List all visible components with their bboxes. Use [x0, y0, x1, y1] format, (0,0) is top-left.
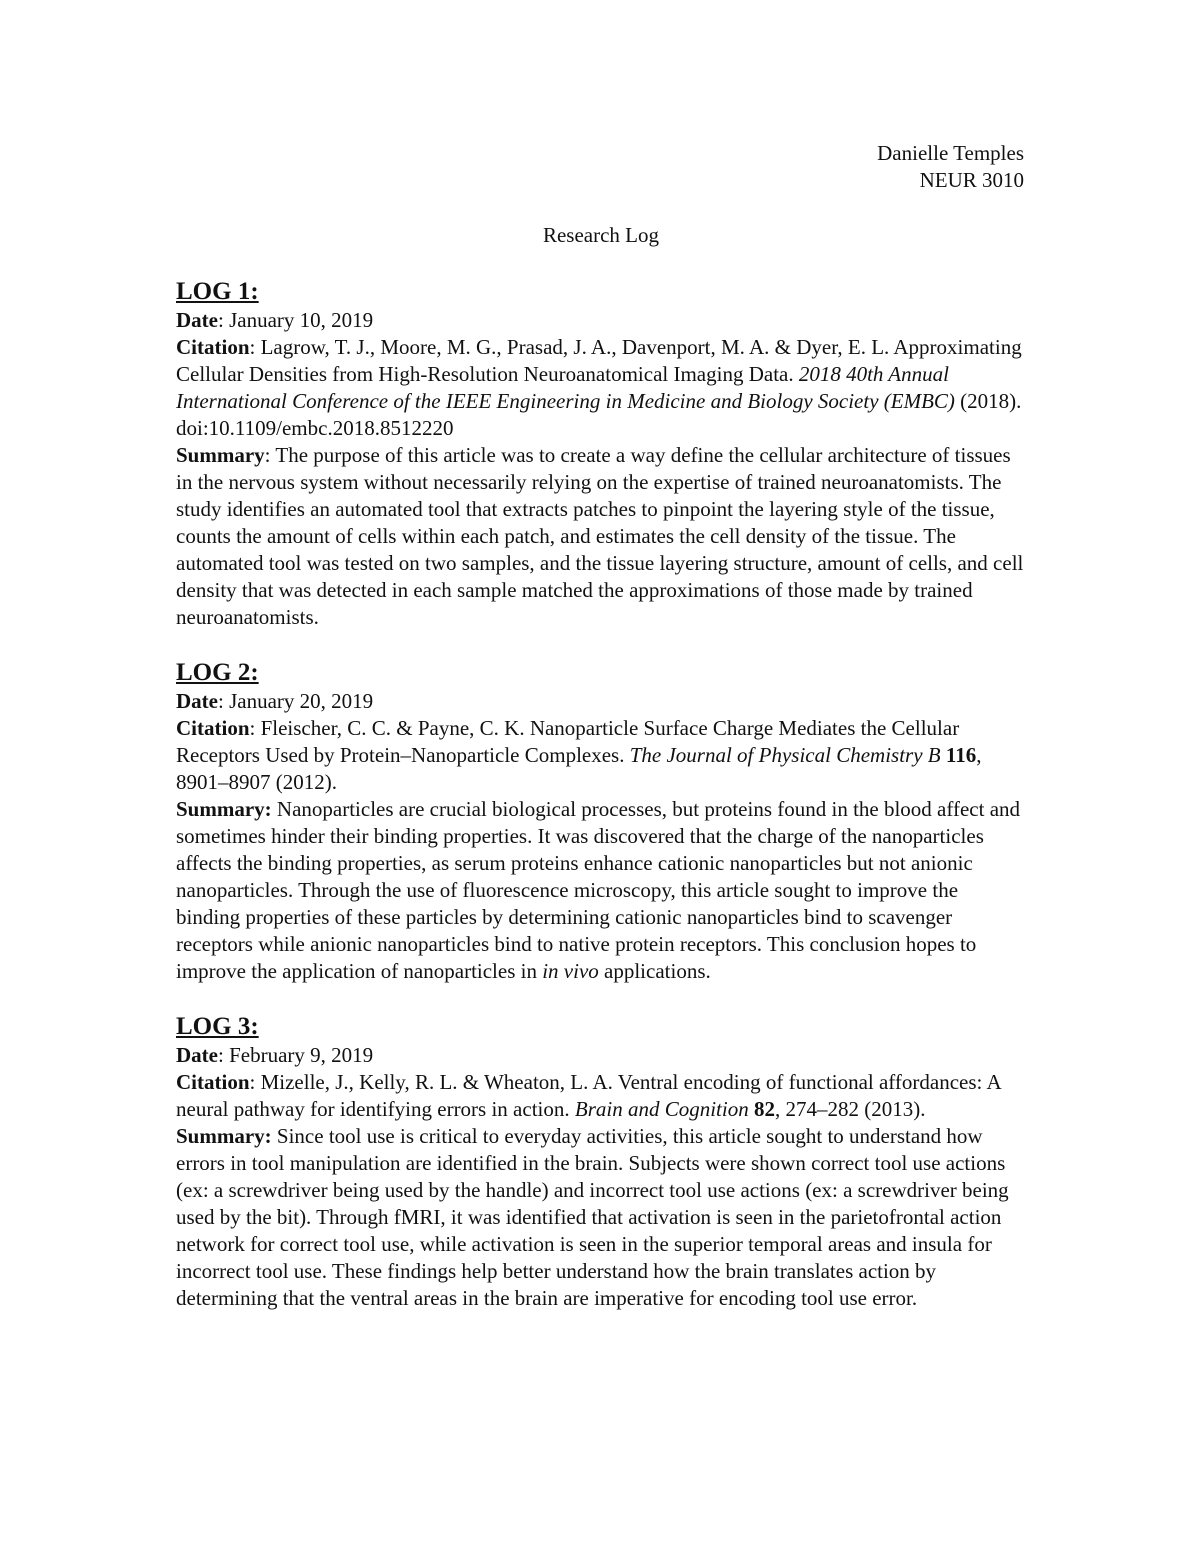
document-header [176, 140, 1024, 194]
citation-volume: 82 [753, 1097, 775, 1121]
citation-tail: , 274–282 (2013). [774, 1097, 926, 1121]
summary-text: Since tool use is critical to everyday activities, this article sought to understand how errors in tool manipulation are identified in the brain. Subjects were shown correct tool use actions (ex: a screwdriver being used by the handle) and incorrect tool use actions (ex: a screwdriver being used by the bit). Through fMRI, it was identified that activation is seen in the parietofrontal action network for correct tool use, while activation is seen in the superior temporal areas and insula for incorrect tool use. These findings help better understand how the brain translates action by determining that the ventral areas in the brain are imperative for encoding tool use error. [176, 1124, 1009, 1310]
citation-text: Lagrow, T. J., Moore, M. G., Prasad, J. A., Davenport, M. A. & Dyer, E. L. Approximating Cellular Densities from High-Resolution Neuroanatomical Imaging Data. [176, 335, 1022, 386]
summary-label-text: Summary [176, 797, 265, 821]
summary-text: The purpose of this article was to create a way define the cellular architecture of tissues in the nervous system without necessarily relying on the expertise of trained neuroanatomists. The study identifies an automated tool that extracts patches to pinpoint the layering style of the tissue, counts the amount of cells within each patch, and estimates the cell density of the tissue. The automated tool was tested on two samples, and the tissue layering structure, amount of cells, and cell density that was detected in each sample matched the approximations of those made by trained neuroanatomists. [176, 443, 1024, 629]
citation-journal: Brain and Cognition [574, 1097, 749, 1121]
date-label: Date [176, 1043, 218, 1067]
summary-italic: in vivo [542, 959, 599, 983]
citation-text: Fleischer, C. C. & Payne, C. K. Nanoparticle Surface Charge Mediates the Cellular Receptors Used by Protein–Nanoparticle Complexes. [176, 716, 960, 767]
summary-label-text: Summary [176, 1124, 265, 1148]
date-value: February 9, 2019 [229, 1043, 374, 1067]
date-label: Date [176, 308, 218, 332]
log-entry-2 [176, 658, 1026, 985]
document-title: Research Log [542, 223, 660, 247]
date-value: January 10, 2019 [229, 308, 374, 332]
log-citation: Citation: Lagrow, T. J., Moore, M. G., Prasad, J. A., Davenport, M. A. & Dyer, E. L. Approximating Cellular Densities from High-Resolution Neuroanatomical Imaging Data. 2018 40th Annual International Conference of the IEEE Engineering in Medicine and Biology Society (EMBC) (2018). doi:10.1109/embc.2018.8512220 [176, 335, 1022, 440]
summary-label: Summary [176, 443, 265, 467]
log-citation: Citation: Mizelle, J., Kelly, R. L. & Wheaton, L. A. Ventral encoding of functional affordances: A neural pathway for identifying errors in action. Brain and Cognition 82, 274–282 (2013). [176, 1070, 1001, 1121]
citation-tail: , 8901–8907 (2012). [176, 743, 982, 794]
log-summary [176, 796, 1026, 985]
citation-label: Citation [176, 1070, 250, 1094]
citation-label: Citation [176, 716, 250, 740]
summary-label: Summary: [176, 797, 272, 821]
log-heading: LOG 1: [176, 278, 259, 305]
date-value: January 20, 2019 [229, 689, 374, 713]
log-heading: LOG 3: [176, 1013, 259, 1040]
course-code: NEUR 3010 [919, 168, 1024, 192]
summary-text: Nanoparticles are crucial biological processes, but proteins found in the blood affect and sometimes hinder their binding properties. It was discovered that the charge of the nanoparticles affects the binding properties, as serum proteins enhance cationic nanoparticles but not anionic nanoparticles. Through the use of fluorescence microscopy, this article sought to improve the binding properties of these particles by determining cationic nanoparticles bind to scavenger receptors while anionic nanoparticles bind to native protein receptors. This conclusion hopes to improve the application of nanoparticles in [176, 797, 1021, 983]
log-entry-3 [176, 1012, 1026, 1312]
author-name: Danielle Temples [877, 141, 1024, 165]
log-citation: Citation: Fleischer, C. C. & Payne, C. K. Nanoparticle Surface Charge Mediates the Cellular Receptors Used by Protein–Nanoparticle Complexes. The Journal of Physical Chemistry B 116, 8901–8907 (2012). [176, 716, 982, 794]
citation-journal: The Journal of Physical Chemistry B [629, 743, 941, 767]
document-page [176, 140, 1026, 1312]
date-label: Date [176, 689, 218, 713]
log-summary: Summary: The purpose of this article was to create a way define the cellular architecture of tissues in the nervous system without necessarily relying on the expertise of trained neuroanatomists. The study identifies an automated tool that extracts patches to pinpoint the layering style of the tissue, counts the amount of cells within each patch, and estimates the cell density of the tissue. The automated tool was tested on two samples, and the tissue layering structure, amount of cells, and cell density that was detected in each sample matched the approximations of those made by trained neuroanatomists. [176, 443, 1024, 629]
log-heading: LOG 2: [176, 659, 259, 686]
log-date: Date: February 9, 2019 [176, 1043, 374, 1067]
citation-tail: (2018). doi:10.1109/embc.2018.8512220 [176, 389, 1022, 440]
citation-text: Mizelle, J., Kelly, R. L. & Wheaton, L. A. Ventral encoding of functional affordances: A neural pathway for identifying errors in action. [176, 1070, 1001, 1121]
log-date: Date: January 10, 2019 [176, 308, 374, 332]
log-date: Date: January 20, 2019 [176, 689, 374, 713]
summary-label: Summary: [176, 1124, 272, 1148]
log-summary [176, 1123, 1026, 1312]
citation-journal: 2018 40th Annual International Conference of the IEEE Engineering in Medicine and Biology Society (EMBC) [176, 362, 955, 413]
summary-tail: applications. [598, 959, 711, 983]
log-entry-1 [176, 277, 1026, 631]
citation-label: Citation [176, 335, 250, 359]
citation-volume: 116 [945, 743, 977, 767]
